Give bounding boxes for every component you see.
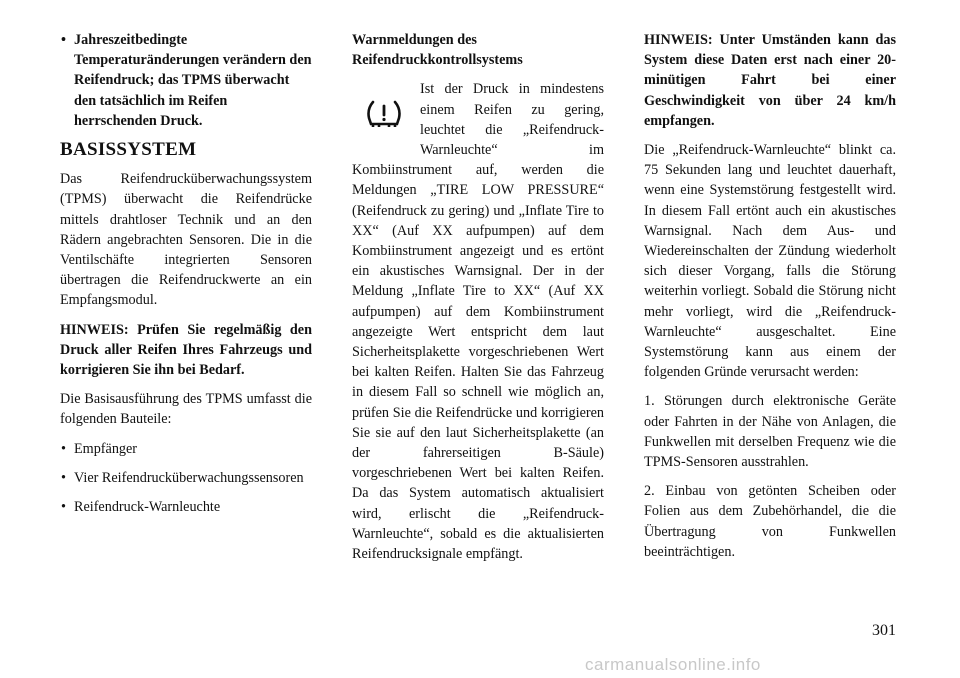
column-left [60,30,312,526]
component-item: • Empfänger [60,439,312,459]
component-item: • Vier Reifendrucküberwachungssensoren [60,468,312,488]
column-right [644,30,896,571]
tire-pressure-warning-icon [352,79,416,149]
paragraph-components-intro: Die Basisausführung des TPMS umfasst die folgenden Bauteile: [60,391,312,428]
column-middle [352,30,604,573]
note-system-delay: HINWEIS: Unter Umständen kann das System diese Daten erst nach einer 20-minütigen Fahrt bei einer Geschwindigkeit von über 24 km/h empfangen. [644,32,896,129]
page-number: 301 [872,622,896,639]
section-heading-basissystem: BASISSYSTEM [60,139,197,161]
section-heading-warnings: Warnmeldungen des Reifendruckkontrollsystems [352,32,523,69]
paragraph-fault-reason-2: 2. Einbau von getönten Scheiben oder Folien aus dem Zubehörhandel, die die Übertragung von Funkwellen beeinträchtigen. [644,483,896,560]
components-list [60,439,312,518]
paragraph-system-fault: Die „Reifendruck-Warnleuchte“ blinkt ca. 75 Sekunden lang und leuchtet dauerhaft, wenn eine Systemstörung festgestellt wird. In diesem Fall ertönt auch ein akustisches Warnsignal. Nach dem Aus- und Wiedereinschalten der Zündung wiederholt sich dieser Vorgang, falls die Störung weiterhin vorliegt. Sobald die Störung nicht mehr vorliegt, wird die „Reifendruck-Warnleuchte“ ausgeschaltet. Eine Systemstörung kann aus einem der folgenden Gründe verursacht werden: [644,142,896,381]
note-check-pressure: HINWEIS: Prüfen Sie regelmäßig den Druck aller Reifen Ihres Fahrzeugs und korrigieren Sie ihn bei Bedarf. [60,321,312,379]
paragraph-fault-reason-1: 1. Störungen durch elektronische Geräte oder Fahrten in der Nähe von Anlagen, die Funkwellen mit derselben Frequenz wie die TPMS-Sensoren ausstrahlen. [644,393,896,471]
watermark: carmanualsonline.info [585,655,761,674]
component-item: • Reifendruck-Warnleuchte [60,497,312,517]
intro-bullet-list [60,30,312,131]
paragraph-tpms-overview: Das Reifendrucküberwachungssystem (TPMS) überwacht die Reifendrücke mittels drahtloser Technik und an den Rädern angebrachten Sensoren. Die in die Ventilschäfte integrierten Sensoren übertragen die Reifendruckwerte an ein Empfangsmodul. [60,171,312,309]
intro-bullet: • Jahreszeitbedingte Temperaturänderungen verändern den Reifendruck; das TPMS überwacht den tatsächlich im Reifen herrschenden Druck. [60,30,312,131]
paragraph-warning-description: Ist der Druck in mindestens einem Reifen zu gering, leuchtet die „Reifendruck-Warnleuchte“ im Kombiinstrument auf, werden die Meldungen „TIRE LOW PRESSURE“ (Reifendruck zu gering) und „Inflate Tire to XX“ (Auf XX aufpumpen) auf dem Kombiinstrument angezeigt und es ertönt ein akustisches Warnsignal. Der in der Meldung „Inflate Tire to XX“ (Auf XX aufpumpen) auf dem Kombiinstrument angezeigte Wert entspricht dem laut Sicherheitsplakette vorgeschriebenen Wert bei kalten Reifen. Halten Sie das Fahrzeug in diesem Fall so schnell wie möglich an, prüfen Sie die Reifendrücke und korrigieren Sie sie auf den laut Sicherheitsplakette (an der fahrerseitigen B-Säule) vorgeschriebenen Wert bei kalten Reifen. Da das System automatisch aktualisiert wird, erlischt die „Reifendruck-Warnleuchte“, sobald es die aktualisierten Reifendrucksignale empfängt. [352,81,604,563]
